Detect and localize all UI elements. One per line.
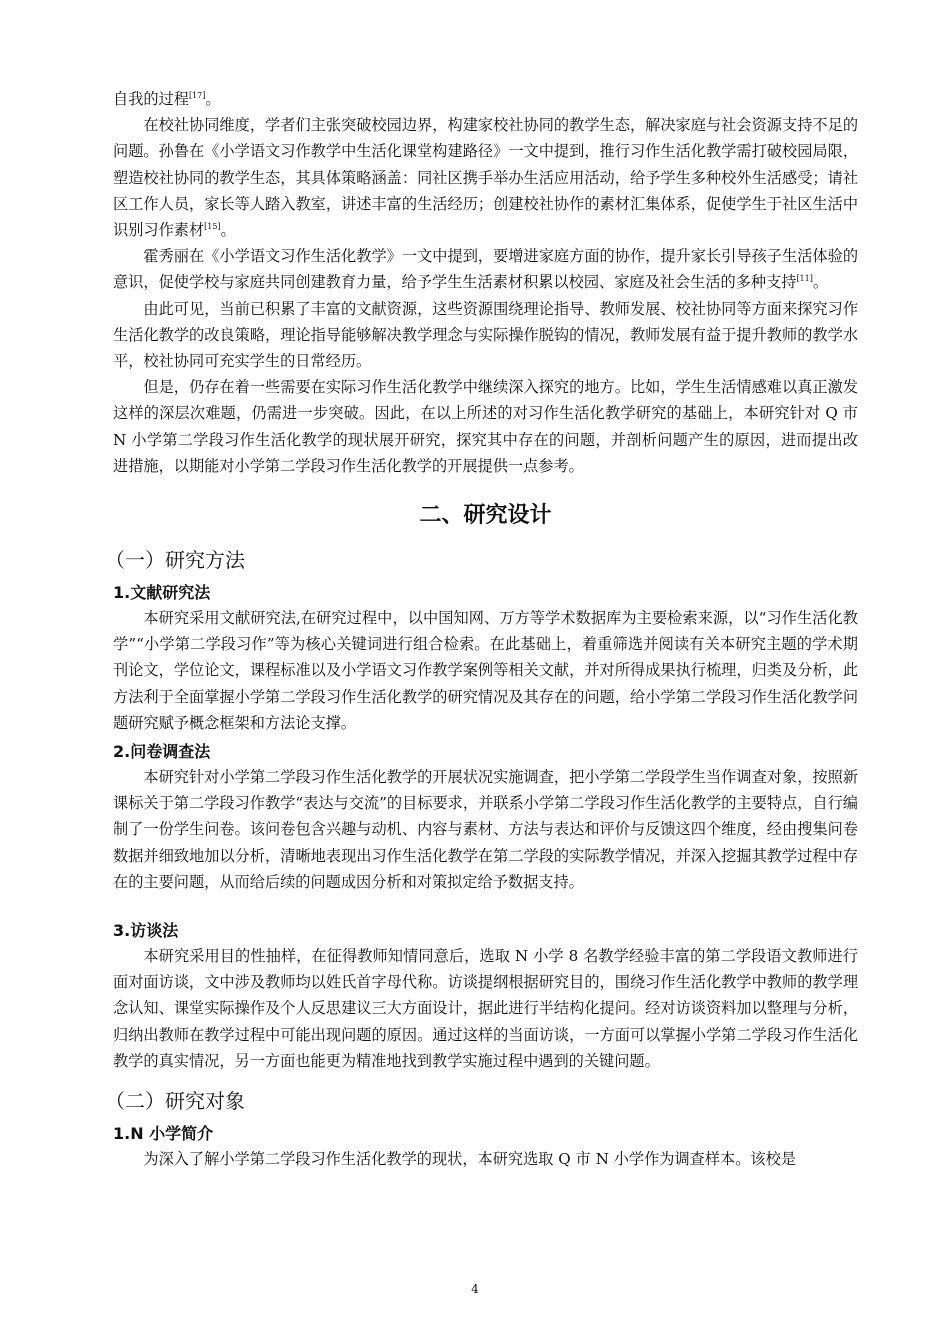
paragraph-literature-method: 本研究采用文献研究法,在研究过程中，以中国知网、万方等学术数据库为主要检索来源，以“习作生活化教学”“小学第二学段习作”等为核心关键词进行组合检索。在此基础上，着重筛选并阅读有关本研究主题的学术期刊论文，学位论文，课程标准以及小学语文习作教学案例等相关文献，并对所得成果执行梳理，归类及分析，此方法利于全面掌握小学第二学段习作生活化教学的研究情况及其存在的问题，给小学第二学段习作生活化教学问题研究赋予概念框架和方法论支撑。: [113, 609, 858, 732]
subsection-title-school-intro: 1.N 小学简介: [113, 1124, 214, 1144]
paragraph-interview-method: 本研究采用目的性抽样，在征得教师知情同意后，选取 N 小学 8 名教学经验丰富的第二学段语文教师进行面对面访谈，文中涉及教师均以姓氏首字母代称。访谈提纲根据研究目的，围绕习作生活化教学中教师的教学理念认知、课堂实际操作及个人反思建议三大方面设计，据此进行半结构化提问。经对访谈资料加以整理与分析，归纳出教师在教学过程中可能出现问题的原因。通过这样的当面访谈，一方面可以掌握小学第二学段习作生活化教学的真实情况，另一方面也能更为精准地找到教学实施过程中遇到的关键问题。: [113, 947, 858, 1070]
paragraph-gap: 但是，仍存在着一些需要在实际习作生活化教学中继续深入探究的地方。比如，学生生活情感难以真正激发这样的深层次难题，仍需进一步突破。因此，在以上所述的对习作生活化教学研究的基础上，本研究针对 Q 市 N 小学第二学段习作生活化教学的现状展开研究，探究其中存在的问题，并剖析问题产生的原因，进而提出改进措施，以期能对小学第二学段习作生活化教学的开展提供一点参考。: [113, 378, 858, 475]
paragraph-school-intro: 为深入了解小学第二学段习作生活化教学的现状，本研究选取 Q 市 N 小学作为调查样本。该校是: [143, 1150, 796, 1169]
paragraph-text: 在校社协同维度，学者们主张突破校园边界，构建家校社协同的教学生态，解决家庭与社会资源支持不足的问题。孙鲁在《小学语文习作教学中生活化课堂构建路径》一文中提到，推行习作生活化教学需打破校园局限，塑造校社协同的教学生态，其具体策略涵盖：同社区携手举办生活应用活动，给予学生多种校外生活感受；请社区工作人员，家长等人踏入教室，讲述丰富的生活经历；创建校社协作的素材汇集体系，促使学生于社区生活中识别习作素材: [113, 116, 858, 240]
paragraph-family: [113, 243, 858, 295]
paragraph-summary: 由此可见，当前已积累了丰富的文献资源，这些资源围绕理论指导、教师发展、校社协同等方面来探究习作生活化教学的改良策略，理论指导能够解决教学理念与实际操作脱钩的情况，教师发展有益于提升教师的教学水平，校社协同可充实学生的日常经历。: [113, 299, 858, 371]
page-number: 4: [471, 1282, 479, 1296]
section-title-subjects: （二）研究对象: [105, 1089, 245, 1114]
chapter-title: 二、研究设计: [419, 503, 552, 529]
citation-marker: [17]: [188, 91, 206, 100]
paragraph-text: 自我的过程: [113, 90, 189, 108]
paragraph-tail: 。: [220, 221, 236, 240]
paragraph-school-community: [113, 112, 858, 243]
subsection-title-literature: 1.文献研究法: [113, 583, 211, 603]
paragraph-tail: 。: [812, 273, 829, 292]
paragraph-tail: 。: [205, 90, 221, 108]
subsection-title-interview: 3.访谈法: [113, 921, 179, 941]
section-title-methods: （一）研究方法: [105, 548, 245, 573]
paragraph-text: 霍秀丽在《小学语文习作生活化教学》一文中提到，要增进家庭方面的协作，提升家长引导孩子生活体验的意识，促使学校与家庭共同创建教育力量，给予学生生活素材积累以校园、家庭及社会生活的多种支持: [113, 247, 858, 292]
citation-marker: [11]: [796, 274, 813, 284]
paragraph-continued: [113, 86, 858, 112]
spacer: [113, 895, 858, 915]
page-content: [105, 86, 858, 1172]
paragraph-questionnaire-method: 本研究针对小学第二学段习作生活化教学的开展状况实施调查，把小学第二学段学生当作调查对象，按照新课标关于第二学段习作教学“表达与交流”的目标要求，并联系小学第二学段习作生活化教学的主要特点，自行编制了一份学生问卷。该问卷包含兴趣与动机、内容与素材、方法与表达和评价与反馈这四个维度，经由搜集问卷数据并细致地加以分析，清晰地表现出习作生活化教学在第二学段的实际教学情况，并深入挖掘其教学过程中存在的主要问题，从而给后续的问题成因分析和对策拟定给予数据支持。: [113, 768, 858, 891]
citation-marker: [15]: [204, 222, 221, 232]
subsection-title-questionnaire: 2.问卷调查法: [113, 742, 211, 762]
